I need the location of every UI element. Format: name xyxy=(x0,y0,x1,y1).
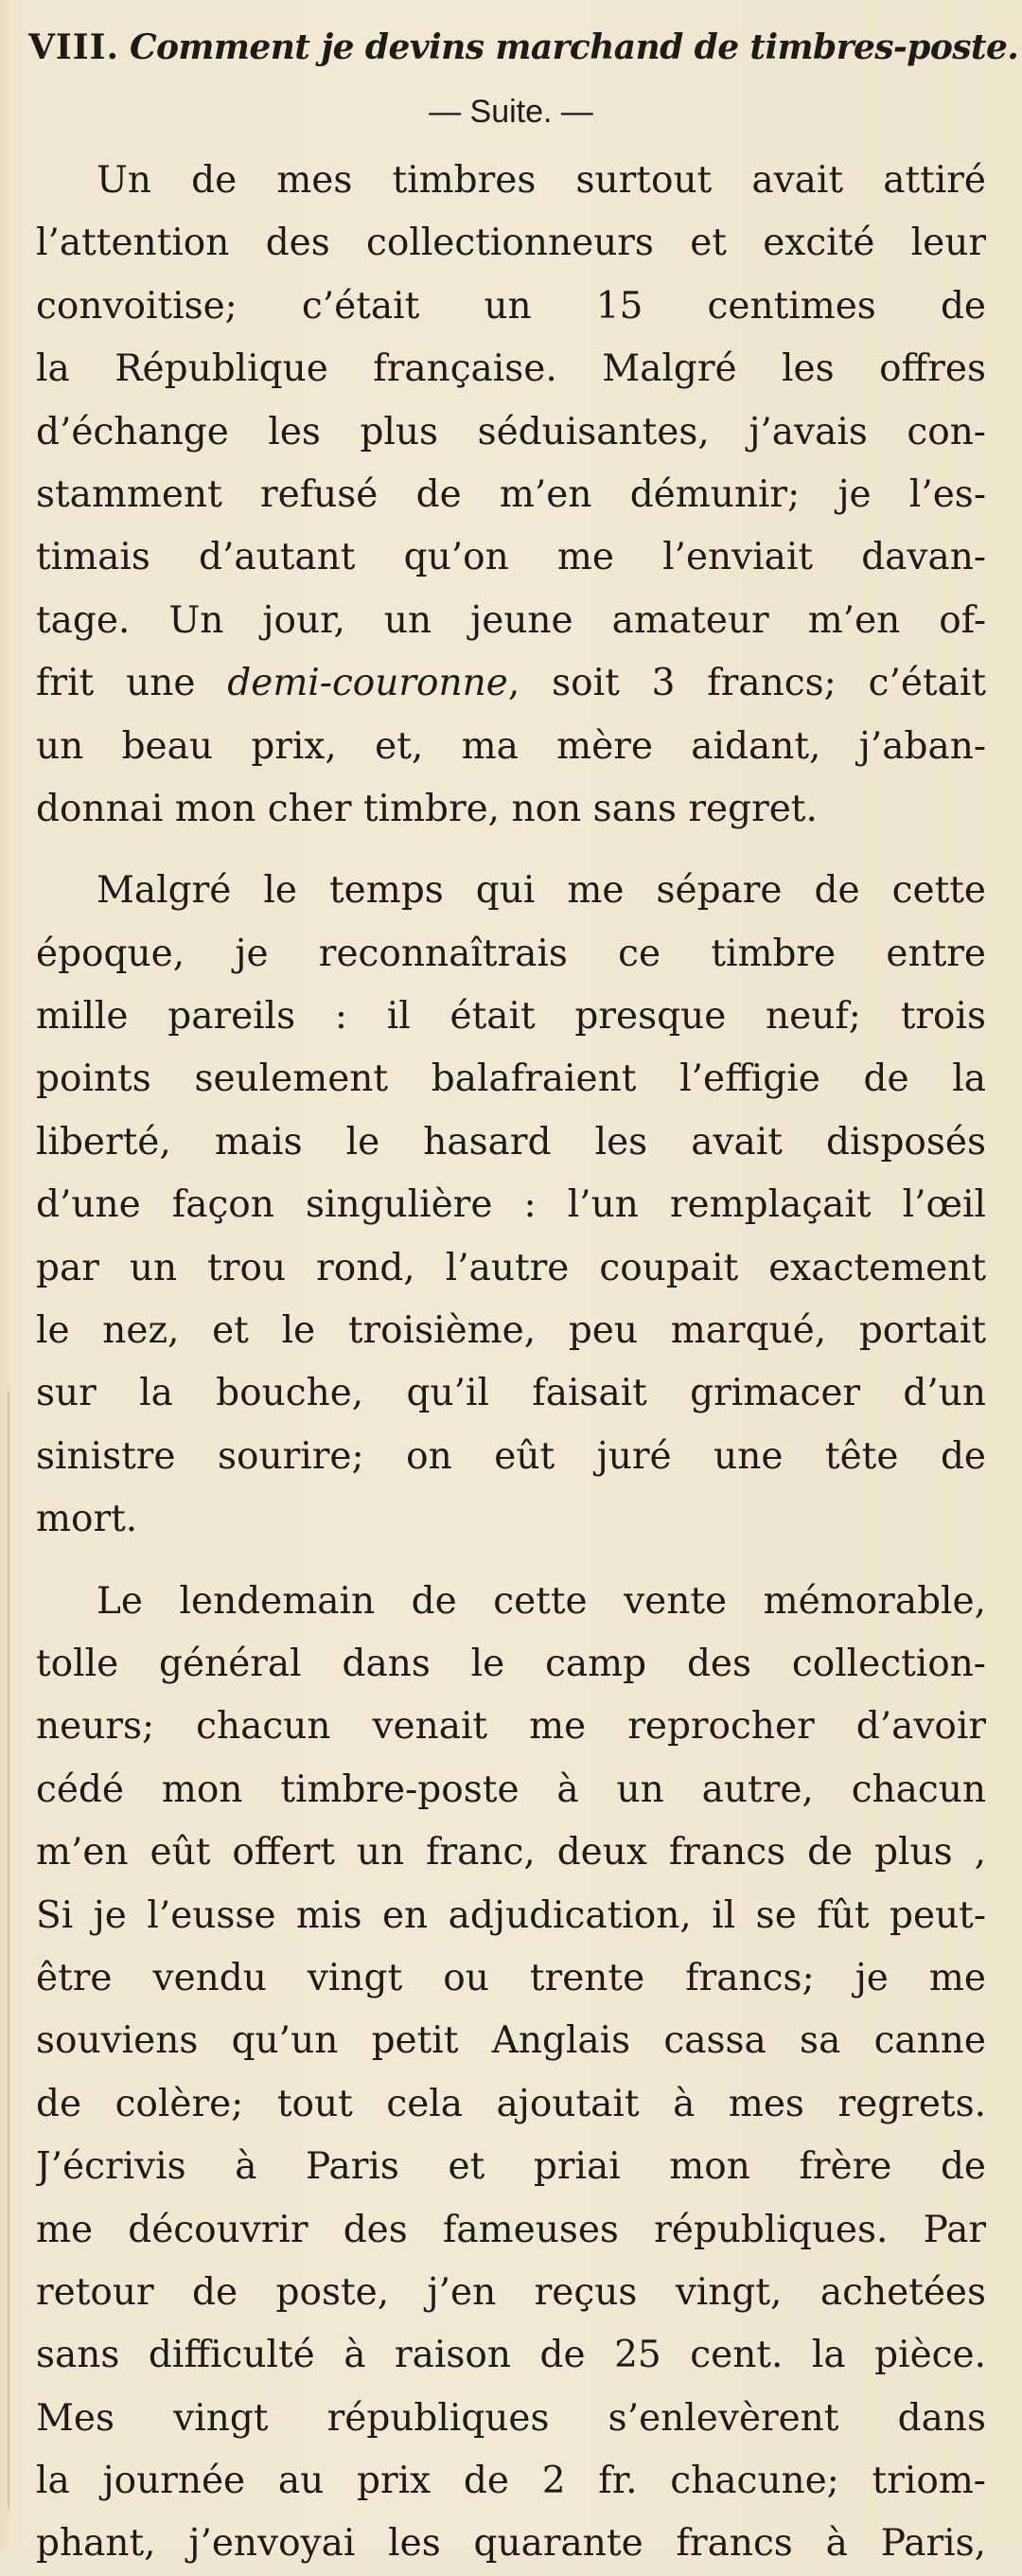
text-line: mille pareils : il était presque neuf; trois xyxy=(36,995,986,1039)
text-line: timais d’autant qu’on me l’enviait davan- xyxy=(36,536,986,579)
text-line: Le lendemain de cette vente mémorable, xyxy=(97,1579,986,1623)
text-line: un beau prix, et, ma mère aidant, j’aban- xyxy=(36,724,986,768)
chapter-number: VIII. xyxy=(28,27,119,67)
text-line: être vendu vingt ou trente francs; je me xyxy=(36,1956,986,1999)
text-line: J’écrivis à Paris et priai mon frère de xyxy=(36,2145,986,2189)
text-line: époque, je reconnaîtrais ce timbre entre xyxy=(36,932,986,975)
text-line: tage. Un jour, un jeune amateur m’en of- xyxy=(36,598,986,642)
text-line: souviens qu’un petit Anglais cassa sa canne xyxy=(36,2019,986,2063)
text-line: phant, j’envoyai les quarante francs à Paris, xyxy=(36,2522,986,2566)
margin-rule xyxy=(8,1392,9,2509)
text-line: le nez, et le troisième, peu marqué, portait xyxy=(36,1309,986,1353)
text-line: d’échange les plus séduisantes, j’avais con- xyxy=(36,410,986,453)
text-line: cédé mon timbre-poste à un autre, chacun xyxy=(36,1768,986,1811)
text-line: Si je l’eusse mis en adjudication, il se fût peut- xyxy=(36,1893,986,1937)
article-body xyxy=(36,150,986,2576)
text-line: Un de mes timbres surtout avait attiré xyxy=(97,159,986,202)
text-line: points seulement balafraient l’effigie de la xyxy=(36,1057,986,1101)
text-line: liberté, mais le hasard les avait disposés xyxy=(36,1120,986,1164)
text-line: d’une façon singulière : l’un remplaçait l’œil xyxy=(36,1183,986,1227)
text-line: me découvrir des fameuses républiques. Par xyxy=(36,2208,986,2251)
text-line: convoitise; c’était un 15 centimes de xyxy=(36,284,986,328)
text-line: la journée au prix de 2 fr. chacune; triom- xyxy=(36,2460,986,2503)
text-line-mixed xyxy=(36,652,986,715)
text-line: par un trou rond, l’autre coupait exactement xyxy=(36,1246,986,1289)
text-line: m’en eût offert un franc, deux francs de plus , xyxy=(36,1831,986,1874)
text-line: neurs; chacun venait me reprocher d’avoir xyxy=(36,1705,986,1749)
text-fragment: , soit 3 francs; c’était xyxy=(507,662,986,705)
text-line: Mes vingt républiques s’enlevèrent dans xyxy=(36,2396,986,2440)
paragraph-3 xyxy=(36,1571,986,2576)
text-line: retour de poste, j’en reçus vingt, achetées xyxy=(36,2270,986,2314)
text-line: sur la bouche, qu’il faisait grimacer d’un xyxy=(36,1372,986,1415)
text-line: de colère; tout cela ajoutait à mes regrets. xyxy=(36,2082,986,2125)
italic-term: demi-couronne xyxy=(227,662,508,705)
paragraph-1 xyxy=(36,150,986,841)
chapter-heading xyxy=(28,21,1019,75)
text-line: l’attention des collectionneurs et excité leur xyxy=(36,222,986,265)
chapter-subheading: — Suite. — xyxy=(429,94,593,130)
text-line: tolle général dans le camp des collection- xyxy=(36,1642,986,1685)
text-line: sinistre sourire; on eût juré une tête de xyxy=(36,1434,986,1478)
text-line: Malgré le temps qui me sépare de cette xyxy=(97,869,986,913)
text-line: la République française. Malgré les offres xyxy=(36,347,986,391)
text-line: mort. xyxy=(36,1498,138,1541)
text-line: donnai mon cher timbre, non sans regret. xyxy=(36,787,818,830)
text-line: stamment refusé de m’en démunir; je l’es- xyxy=(36,472,986,516)
text-line: sans difficulté à raison de 25 cent. la pièce. xyxy=(36,2334,986,2377)
text-fragment: frit une xyxy=(36,662,228,705)
chapter-title: Comment je devins marchand de timbres-poste. xyxy=(129,27,1019,67)
paragraph-2 xyxy=(36,860,986,1551)
